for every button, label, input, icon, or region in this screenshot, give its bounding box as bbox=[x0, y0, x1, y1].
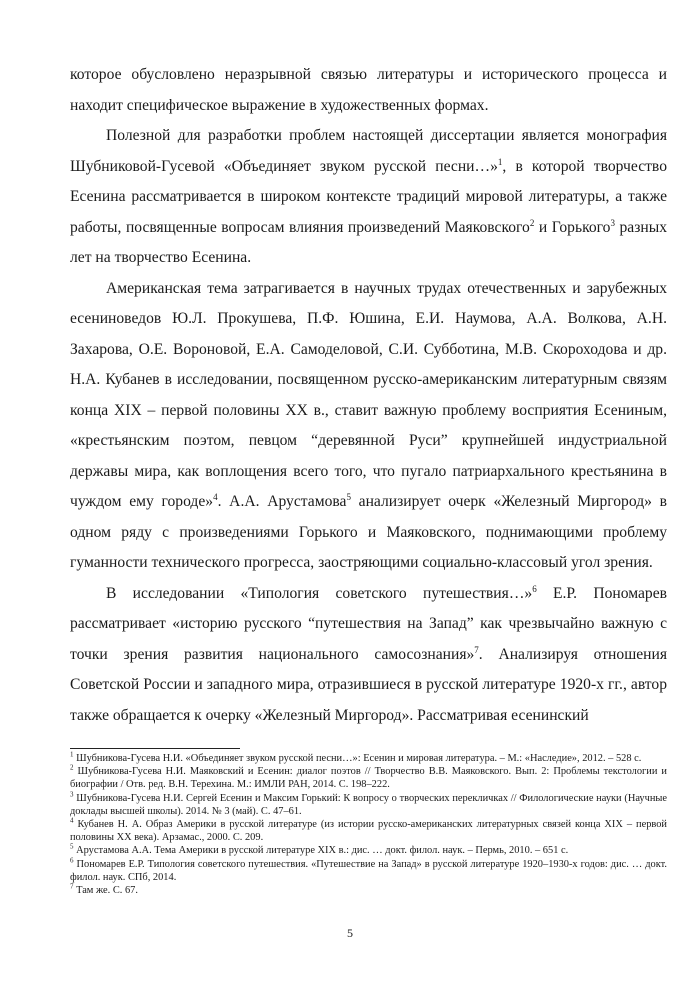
footnote-number: 4 bbox=[70, 816, 74, 825]
footnote-text: Пономарев Е.Р. Типология советского путешествия. «Путешествие на Запад» в русской литературе 1920–1930-х годов: дис. … докт. филол. наук. СПб, 2014. bbox=[70, 858, 667, 883]
footnote-number: 3 bbox=[70, 790, 74, 799]
paragraph-text: разных лет на творчество Есенина. bbox=[70, 218, 667, 266]
footnote-1 bbox=[70, 752, 667, 765]
paragraph-text: В исследовании «Типология советского путешествия…» bbox=[106, 584, 533, 602]
paragraph-monograph bbox=[70, 121, 667, 274]
footnote-separator bbox=[70, 748, 240, 749]
footnotes bbox=[70, 752, 667, 897]
paragraph-text: Американская тема затрагивается в научных трудах отечественных и зарубежных есениноведов Ю.Л. Прокушева, П.Ф. Юшина, Е.И. Наумова, А.А. Волкова, А.Н. Захарова, О.Е. Вороновой, Е.А. Самоделовой, С.И. Субботина, М.В. Скороходова и др. Н.А. Кубанев в исследовании, посвященном русско-американским литературным связям конца XIX – первой половины XX в., ставит важную проблему восприятия Есениным, «крестьянским поэтом, певцом “деревянной Руси” крупнейшей индустриальной державы мира, как воплощения всего того, что пугало патриархального крестьянина в чуждом ему городе» bbox=[70, 279, 667, 510]
footnote-number: 6 bbox=[70, 856, 74, 865]
footnote-ref[interactable]: 3 bbox=[610, 217, 615, 228]
paragraph-text: Полезной для разработки проблем настоящей диссертации является монография Шубниковой-Гусевой «Объединяет звуком русской песни…» bbox=[70, 127, 667, 175]
footnote-ref[interactable]: 1 bbox=[497, 156, 503, 167]
paragraph-text: анализирует очерк «Железный Миргород» в одном ряду с произведениями Горького и Маяковского, поднимающими проблему гуманности технического прогресса, заостряющими социально-классовый угол зрения. bbox=[70, 493, 667, 571]
footnote-text: Арустамова А.А. Тема Америки в русской литературе XIX в.: дис. … докт. филол. наук. – Пермь, 2010. – 651 с. bbox=[76, 845, 569, 857]
paragraph-continuation bbox=[70, 60, 667, 121]
footnote-5 bbox=[70, 844, 667, 857]
footnote-text: Шубникова-Гусева Н.И. «Объединяет звуком русской песни…»: Есенин и мировая литература. – М.: «Наследие», 2012. – 528 с. bbox=[76, 753, 642, 764]
footnote-ref[interactable]: 6 bbox=[532, 583, 537, 594]
paragraph-text: . А.А. Арустамова bbox=[217, 493, 347, 510]
paragraph-text: которое обусловлено неразрывной связью литературы и исторического процесса и находит специфическое выражение в художественных формах. bbox=[70, 66, 667, 114]
footnote-text: Там же. С. 67. bbox=[76, 885, 138, 897]
footnote-6 bbox=[70, 858, 667, 884]
paragraph-travel-typology bbox=[70, 579, 667, 732]
footnote-7 bbox=[70, 884, 667, 897]
footnote-ref[interactable]: 4 bbox=[213, 491, 218, 502]
footnote-ref[interactable]: 2 bbox=[529, 217, 535, 228]
footnote-number: 7 bbox=[70, 882, 74, 891]
paragraph-text: , в которой творчество Есенина рассматривается в широком контексте традиций мировой литературы, а также работы, посвященные вопросам влияния произведений Маяковского bbox=[70, 157, 667, 236]
paragraph-text: Е.Р. Пономарев рассматривает «историю русского “путешествия на Запад” как чрезвычайно важную с точки зрения развития национального самосознания» bbox=[70, 584, 668, 663]
footnote-number: 1 bbox=[70, 750, 74, 759]
paragraph-american-theme bbox=[70, 274, 667, 579]
footnote-text: Шубникова-Гусева Н.И. Сергей Есенин и Максим Горький: К вопросу о творческих перекличках // Филологические науки (Научные доклады высшей школы). 2014. № 3 (май). С. 47–61. bbox=[70, 792, 667, 817]
footnote-text: Шубникова-Гусева Н.И. Маяковский и Есенин: диалог поэтов // Творчество В.В. Маяковского. Вып. 2: Проблемы текстологии и биографии / Отв. ред. В.Н. Терехина. М.: ИМЛИ РАН, 2014. С. 198–222. bbox=[70, 766, 667, 791]
footnote-number: 2 bbox=[70, 763, 74, 772]
footnote-4 bbox=[70, 818, 667, 844]
footnote-2 bbox=[70, 765, 667, 791]
footnote-text: Кубанев Н. А. Образ Америки в русской литературе (из истории русско-американских литературных связей конца XIX – первой половины XX века). Арзамас., 2000. С. 209. bbox=[70, 819, 667, 844]
paragraph-text: и Горького bbox=[534, 218, 611, 236]
footnote-ref[interactable]: 7 bbox=[474, 644, 479, 655]
body-text bbox=[70, 60, 667, 731]
footnote-number: 5 bbox=[70, 842, 74, 851]
footnote-ref[interactable]: 5 bbox=[346, 491, 351, 502]
page-number: 5 bbox=[347, 926, 353, 940]
footnote-3 bbox=[70, 792, 667, 818]
paragraph-text: . Анализируя отношения Советской России и западного мира, отразившиеся в русской литературе 1920-х гг., автор также обращается к очерку «Железный Миргород». Рассматривая есенинский bbox=[70, 645, 667, 724]
